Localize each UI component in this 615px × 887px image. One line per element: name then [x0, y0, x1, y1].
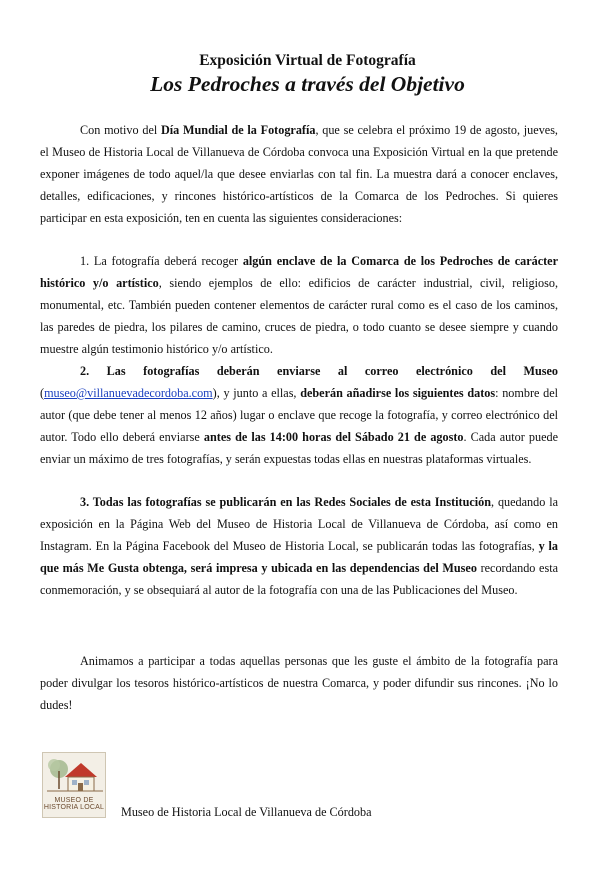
rule-item-3: 3. Todas las fotografías se publicarán en las Redes Sociales de esta Institución, quedando la exposición en la Página Web del Museo de Historia Local de Villanueva de Córdoba, así como en Instagram. En la Página Facebook del Museo de Historia Local, se publicarán todas las fotografías, y la que más Me Gusta obtenga, será impresa y ubicada en las dependencias del Museo recordando esta conmemoración, y se obsequiará al autor de la fotografía con una de las Publicaciones del Museo.: [40, 495, 559, 597]
closing-paragraph: Animamos a participar a todas aquellas personas que les guste el ámbito de la fotografía para poder divulgar los tesoros histórico-artísticos de nuestra Comarca, y poder difundir sus rincones. ¡No lo dudes!: [40, 654, 558, 712]
footer-institution: Museo de Historia Local de Villanueva de Córdoba: [121, 805, 372, 819]
logo-text-line-1: MUSEO DE: [54, 797, 94, 804]
intro-paragraph: Con motivo del Día Mundial de la Fotografía, que se celebra el próximo 19 de agosto, jueves, el Museo de Historia Local de Villanueva de Córdoba convoca una Exposición Virtual en la que pretende exponer imágenes de todo aquel/la que desee enviarlas con tal fin. La muestra dará a conocer enclaves, detalles, edificaciones, y rincones histórico-artísticos de la Comarca de los Pedroches. Si quieres participar en esta exposición, ten en cuenta las siguientes consideraciones:: [40, 123, 558, 225]
document-subtitle: Los Pedroches a través del Objetivo: [150, 72, 465, 96]
rule-item-2: 2. Las fotografías deberán enviarse al correo electrónico del Museo (museo@villanuevadecordoba.com), y junto a ellas, deberán añadirse los siguientes datos: nombre del autor (que debe tener al menos 12 años) lugar o enclave que recoge la fotografía, y correo electrónico del autor. Todo ello deberá enviarse antes de las 14:00 horas del Sábado 21 de agosto. Cada autor puede enviar un máximo de tres fotografías, y serán expuestas todas ellas en nuestras plataformas virtuales.: [40, 364, 559, 466]
email-link[interactable]: museo@villanuevadecordoba.com: [44, 386, 213, 400]
logo-text-line-2: HISTORIA LOCAL: [43, 804, 105, 811]
document-title: Exposición Virtual de Fotografía: [199, 52, 416, 69]
rule-item-1: 1. La fotografía deberá recoger algún enclave de la Comarca de los Pedroches de carácter histórico y/o artístico, siendo ejemplos de ello: edificios de carácter industrial, civil, religioso, monumental, etc. También pueden contener elementos de carácter rural como es el caso de los caminos, las paredes de piedra, los pilares de camino, cruces de piedra, o todo cuanto se desee siempre y cuando muestre algún testimonio histórico y/o artístico.: [40, 254, 558, 356]
museum-logo: [42, 752, 106, 818]
house-tree-icon: [43, 753, 106, 799]
